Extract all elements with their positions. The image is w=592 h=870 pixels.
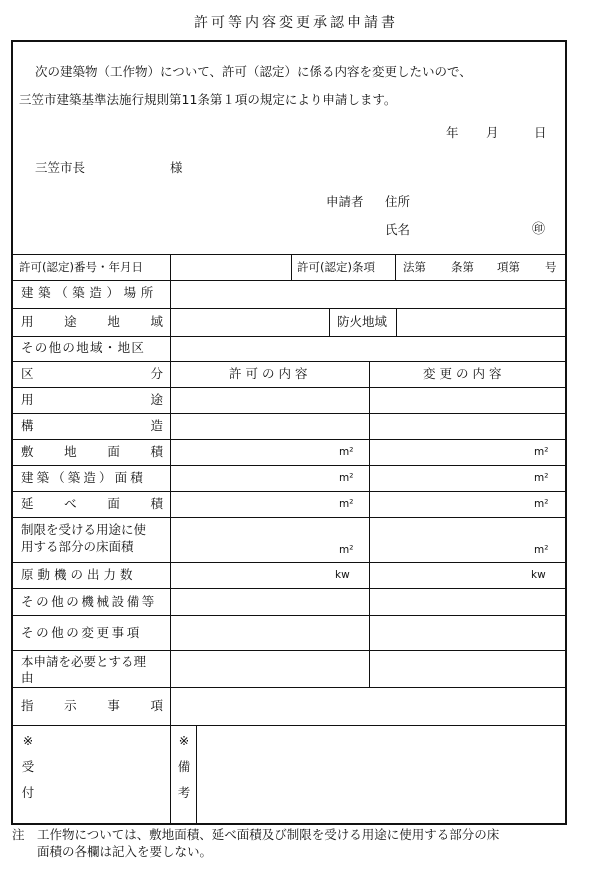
name-label: 氏名 [385, 222, 411, 237]
unit-site-area-permit: m² [339, 446, 354, 458]
restricted-area-label-1: 制限を受ける用途に使 [21, 522, 147, 537]
structure-label-char-2: 造 [150, 418, 163, 433]
reason-label-1: 本申請を必要とする理 [21, 654, 147, 669]
intro-line-2: 三笠市建築基準法施行規則第11条第１項の規定により申請します。 [19, 92, 397, 107]
division-label [21, 366, 163, 382]
total-area-label-char-3: 面 [107, 496, 120, 511]
use-zone-label-char-1: 用 [21, 314, 34, 329]
other-changes-label: その他の変更事項 [21, 625, 142, 640]
total-area-label-char-4: 積 [150, 496, 163, 511]
total-area-label-char-1: 延 [21, 496, 34, 511]
instructions-label-char-3: 事 [107, 698, 120, 713]
unit-restricted-permit: m² [339, 544, 354, 556]
paragraph-label: 項第 [497, 260, 520, 274]
use-label-char-2: 途 [150, 392, 163, 407]
form-title: 許可等内容変更承認申請書 [194, 15, 398, 31]
division-label-char-1: 区 [21, 366, 34, 381]
remarks-char-1: 備 [177, 759, 191, 774]
unit-restricted-change: m² [534, 544, 549, 556]
site-area-label [21, 444, 163, 460]
unit-building-area-change: m² [534, 472, 549, 484]
division-label-char-2: 分 [150, 366, 163, 381]
other-equipment-label: その他の機械設備等 [21, 594, 157, 609]
footnote-line-1: 注 工作物については、敷地面積、延べ面積及び制限を受ける用途に使用する部分の床 [12, 827, 500, 842]
change-content-header: 変更の内容 [423, 366, 506, 381]
instructions-label-char-4: 項 [150, 698, 163, 713]
address-label: 住所 [385, 194, 411, 209]
receipt-box [20, 728, 36, 806]
receipt-char-2: 付 [21, 785, 35, 800]
item-label: 号 [545, 260, 557, 274]
permit-content-header: 許可の内容 [229, 366, 312, 381]
permit-clause-label: 許可(認定)条項 [297, 260, 375, 274]
unit-total-area-change: m² [534, 498, 549, 510]
applicant-label: 申請者 [326, 194, 364, 209]
permit-number-label: 許可(認定)番号・年月日 [19, 260, 143, 274]
footnote [12, 826, 587, 860]
site-area-label-char-2: 地 [64, 444, 77, 459]
reason-label-2: 由 [21, 670, 34, 685]
use-zone-label [21, 314, 163, 330]
building-area-label: 建築（築造）面積 [21, 470, 146, 485]
receipt-char-1: 受 [21, 759, 35, 774]
use-zone-label-char-2: 途 [64, 314, 77, 329]
use-zone-label-char-3: 地 [107, 314, 120, 329]
intro-line-1: 次の建築物（工作物）について、許可（認定）に係る内容を変更したいので、 [35, 64, 472, 79]
unit-motor-change: kw [531, 569, 546, 581]
fire-zone-label: 防火地域 [337, 314, 388, 329]
structure-label-char-1: 構 [21, 418, 34, 433]
law-article-label: 法第 [403, 260, 426, 274]
site-area-label-char-4: 積 [150, 444, 163, 459]
structure-label [21, 418, 163, 434]
remarks-char-2: 考 [177, 785, 191, 800]
instructions-label-char-2: 示 [64, 698, 77, 713]
article-label: 条第 [451, 260, 474, 274]
use-label [21, 392, 163, 408]
total-area-label-char-2: べ [64, 496, 77, 511]
use-zone-label-char-4: 域 [150, 314, 163, 329]
site-area-label-char-3: 面 [107, 444, 120, 459]
site-area-label-char-1: 敷 [21, 444, 34, 459]
unit-motor-permit: kw [335, 569, 350, 581]
remarks-box [176, 728, 192, 806]
date-year: 年 [446, 125, 459, 140]
instructions-label [21, 698, 163, 714]
site-label: 建築（築造）場所 [21, 285, 158, 300]
instructions-label-char-1: 指 [21, 698, 34, 713]
addressee: 三笠市長 [35, 160, 86, 175]
motor-output-label: 原動機の出力数 [21, 567, 137, 582]
date-day: 日 [534, 125, 547, 140]
seal-mark: ㊞ [532, 222, 546, 237]
total-area-label [21, 496, 163, 512]
receipt-mark: ※ [22, 733, 34, 748]
unit-total-area-permit: m² [339, 498, 354, 510]
use-label-char-1: 用 [21, 392, 34, 407]
application-form [11, 40, 567, 825]
other-zone-label: その他の地域・地区 [21, 340, 146, 355]
restricted-area-label-2: 用する部分の床面積 [21, 539, 134, 554]
date-month: 月 [486, 125, 499, 140]
honorific: 様 [170, 160, 183, 175]
remarks-mark: ※ [178, 733, 190, 748]
unit-building-area-permit: m² [339, 472, 354, 484]
unit-site-area-change: m² [534, 446, 549, 458]
footnote-line-2: 面積の各欄は記入を要しない。 [12, 844, 213, 859]
